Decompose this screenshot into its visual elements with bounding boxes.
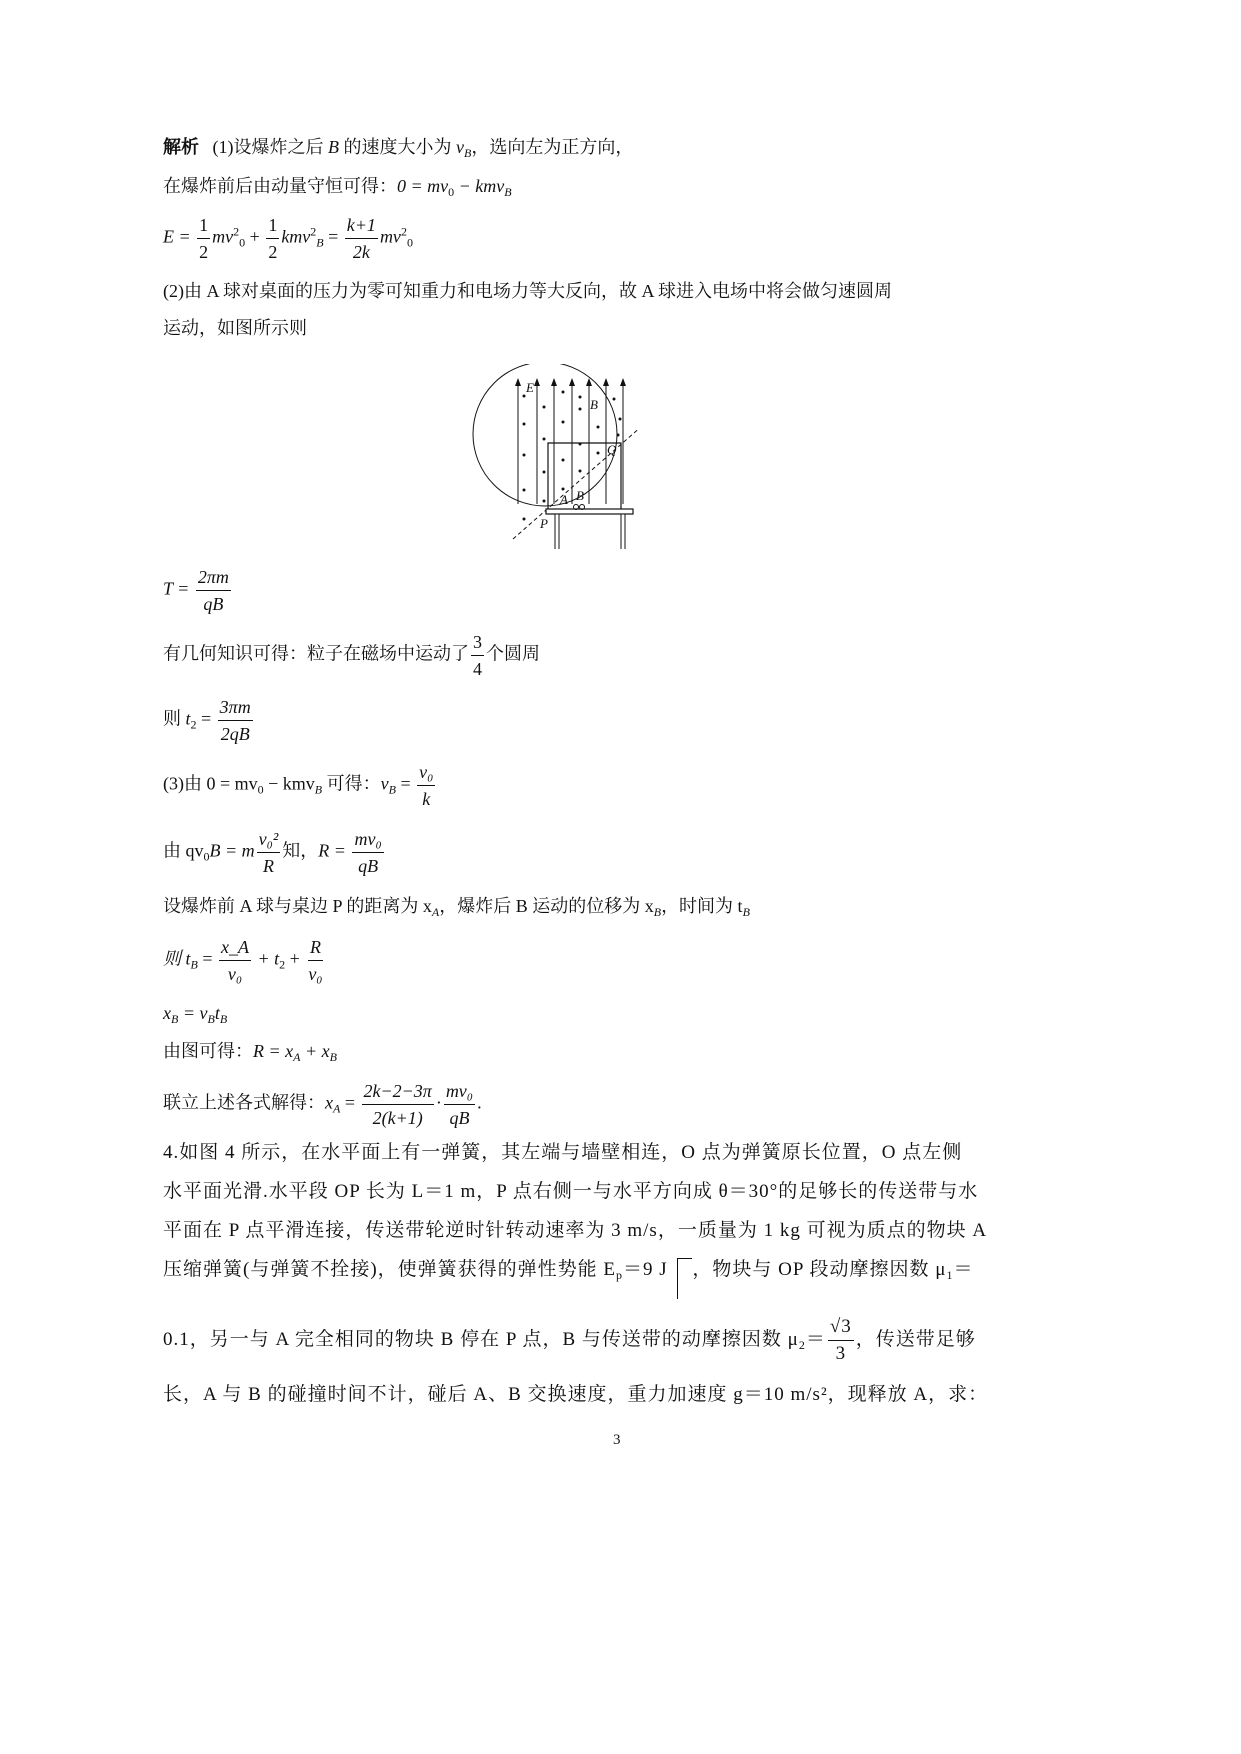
den: 4 [473, 659, 482, 679]
fraction [197, 212, 210, 265]
op: = [197, 948, 218, 969]
sub: B [316, 235, 324, 250]
solution-line-3 [163, 212, 413, 265]
text: + x [300, 1041, 330, 1061]
text: (3)由 0 = mv [163, 773, 258, 794]
op: = [340, 1092, 360, 1113]
sub: A [333, 1101, 341, 1116]
solution-line-tB [163, 934, 327, 987]
den: 2 [199, 242, 209, 262]
question-4-line-1: 4.如图 4 所示，在水平面上有一弹簧，其左端与墙壁相连，O 点为弹簧原长位置，O 点左侧 [163, 1142, 963, 1163]
fraction [444, 1078, 475, 1131]
text: ，时间为 t [661, 896, 743, 916]
sub: 0 [406, 235, 413, 250]
solution-line-R [163, 1039, 337, 1069]
text: x [163, 1003, 171, 1023]
num: R [308, 934, 323, 961]
sub: B [653, 905, 662, 919]
solution-line-geometry [163, 629, 540, 682]
sub: B [464, 146, 472, 160]
question-4-line-3: 平面在 P 点平滑连接，传送带轮逆时针转动速率为 3 m/s，一质量为 1 kg 可视为质点的物块 A [163, 1220, 988, 1241]
fraction [257, 826, 281, 879]
text: ＝ [953, 1259, 974, 1280]
solution-line-result [163, 1078, 482, 1131]
var: B [328, 137, 339, 157]
op: = [395, 773, 416, 794]
label-E: E [526, 380, 534, 395]
field-diagram [468, 364, 638, 549]
op: = [323, 226, 343, 247]
label-A: A [560, 492, 568, 507]
text: 在爆炸前后由动量守恒可得： [163, 176, 397, 196]
sub: B [190, 957, 198, 972]
fraction [471, 629, 484, 682]
text: − kmv [263, 773, 315, 794]
text: ＝9 J [623, 1259, 674, 1280]
den: qB [203, 594, 224, 614]
sub: 0 [239, 235, 246, 250]
sub: B [207, 1012, 215, 1026]
solution-line-radius [163, 826, 386, 879]
sub: A [293, 1050, 301, 1064]
text: 0.1，另一与 A 完全相同的物块 B 停在 P 点，B 与传送带的动摩擦因数 μ [163, 1328, 799, 1350]
field-lines [518, 384, 638, 504]
text: B = m [209, 840, 255, 861]
sub: B [329, 1050, 337, 1064]
num: 3 [471, 629, 484, 656]
sub: B [742, 905, 750, 919]
text: ，传送带足够 [855, 1328, 976, 1350]
label-Q: Q [607, 442, 617, 457]
text: R = x [253, 1041, 294, 1061]
sub: 0 [203, 849, 210, 864]
sup: 2 [233, 224, 240, 239]
text: ，爆炸后 B 运动的位移为 x [439, 896, 654, 916]
text: 可得： [322, 773, 381, 794]
text: t [214, 1003, 220, 1023]
sub: B [388, 782, 396, 797]
sub: B [219, 1012, 228, 1026]
num: 2k−2−3π [362, 1078, 434, 1105]
num: x_A [219, 934, 251, 961]
question-4-line-2: 水平面光滑.水平段 OP 长为 L＝1 m，P 点右侧一与水平方向成 θ＝30°的足够长的传送带与水 [163, 1181, 979, 1202]
text: = v [178, 1003, 208, 1023]
fraction [218, 694, 253, 747]
sub: 2 [279, 957, 286, 972]
var: v [380, 773, 389, 794]
num: mv₀ [444, 1078, 475, 1105]
text: ＝ [805, 1328, 826, 1350]
sup: 2 [400, 224, 407, 239]
op: · [435, 1092, 442, 1113]
num: mv₀ [352, 826, 383, 853]
num: v₀ [417, 759, 435, 786]
text: 有几何知识可得：粒子在磁场中运动了 [163, 643, 469, 664]
var: t [185, 708, 191, 729]
fraction [266, 212, 279, 265]
solution-line-T [163, 564, 233, 617]
text: 由图可得： [163, 1041, 253, 1061]
var: mv [379, 226, 401, 247]
sub: p [616, 1268, 624, 1282]
var: R = [318, 840, 351, 861]
text: 联立上述各式解得： [163, 1092, 325, 1113]
text: 由 qv [163, 840, 204, 861]
sub: B [171, 1012, 179, 1026]
fraction [306, 934, 324, 987]
text: + t [253, 948, 280, 969]
text: 设爆炸前 A 球与桌边 P 的距离为 x [163, 896, 432, 916]
eq: 0 = mv [397, 176, 449, 196]
num: 1 [266, 212, 279, 239]
num: 3πm [218, 694, 253, 721]
op: + [245, 226, 265, 247]
sub: 2 [798, 1337, 806, 1352]
den: 3 [835, 1343, 847, 1364]
num: k+1 [345, 212, 378, 239]
sub: B [314, 782, 323, 797]
num: √3 [828, 1314, 854, 1341]
text: 压缩弹簧(与弹簧不拴接)，使弹簧获得的弹性势能 E [163, 1259, 617, 1280]
text: (1)设爆炸之后 [212, 137, 328, 157]
den: v₀ [227, 964, 243, 984]
text: 的速度大小为 [339, 137, 456, 157]
page-number: 3 [613, 1432, 621, 1448]
sub: A [431, 905, 440, 919]
label-B: B [590, 397, 598, 412]
var: v [456, 137, 464, 157]
den: R [262, 856, 274, 876]
text: 知， [282, 840, 319, 861]
sub: 0 [448, 185, 455, 199]
num: 1 [197, 212, 210, 239]
text: 则 t [163, 948, 191, 969]
question-4-line-5 [163, 1314, 976, 1367]
var: x [325, 1092, 333, 1113]
var: kmv [281, 226, 311, 247]
solution-line-3a [163, 759, 437, 812]
fraction [219, 934, 251, 987]
label-B-ball: B [576, 488, 584, 503]
fraction [345, 212, 378, 265]
op: + [285, 948, 305, 969]
var: mv [212, 226, 234, 247]
text: 则 [163, 708, 186, 729]
sub: B [504, 185, 512, 199]
fraction [352, 826, 383, 879]
sub: 2 [190, 717, 197, 732]
den: k [422, 789, 431, 809]
fraction [196, 564, 231, 617]
sub: 0 [257, 782, 264, 797]
den: 2qB [220, 724, 250, 744]
eq: − kmv [454, 176, 505, 196]
text: 个圆周 [486, 643, 540, 664]
sub: 1 [946, 1268, 954, 1282]
question-4-line-6: 长，A 与 B 的碰撞时间不计，碰后 A、B 交换速度，重力加速度 g＝10 m/s²，现释放 A，求： [163, 1384, 989, 1405]
solution-line-distance [163, 894, 750, 924]
text: ，选向左为正方向， [471, 137, 634, 157]
den: v₀ [308, 964, 323, 984]
fraction [362, 1078, 434, 1131]
num: 2πm [196, 564, 231, 591]
text: . [477, 1092, 482, 1113]
solution-line-2 [163, 174, 512, 204]
num: v₀² [257, 826, 281, 853]
solution-line-xB [163, 1001, 227, 1031]
solution-line-1 [163, 135, 633, 165]
den: qB [449, 1108, 470, 1128]
solution-line-4: (2)由 A 球对桌面的压力为零可知重力和电场力等大反向，故 A 球进入电场中将会做匀速圆周 [163, 281, 892, 301]
solution-line-5: 运动，如图所示则 [163, 318, 307, 338]
fraction [828, 1314, 854, 1367]
sqrt-artifact [677, 1258, 692, 1299]
solution-line-t2 [163, 694, 255, 747]
text: ，物块与 OP 段动摩擦因数 μ [692, 1259, 947, 1280]
var: T = [163, 578, 194, 599]
den: qB [358, 856, 379, 876]
solution-heading: 解析 [163, 137, 199, 157]
fraction [417, 759, 435, 812]
var: E = [163, 226, 196, 247]
sup: 2 [310, 224, 317, 239]
op: = [196, 708, 216, 729]
question-4-line-4 [163, 1258, 973, 1299]
den: 2 [268, 242, 278, 262]
den: 2(k+1) [372, 1108, 423, 1128]
label-P: P [540, 516, 548, 531]
den: 2k [352, 242, 370, 262]
